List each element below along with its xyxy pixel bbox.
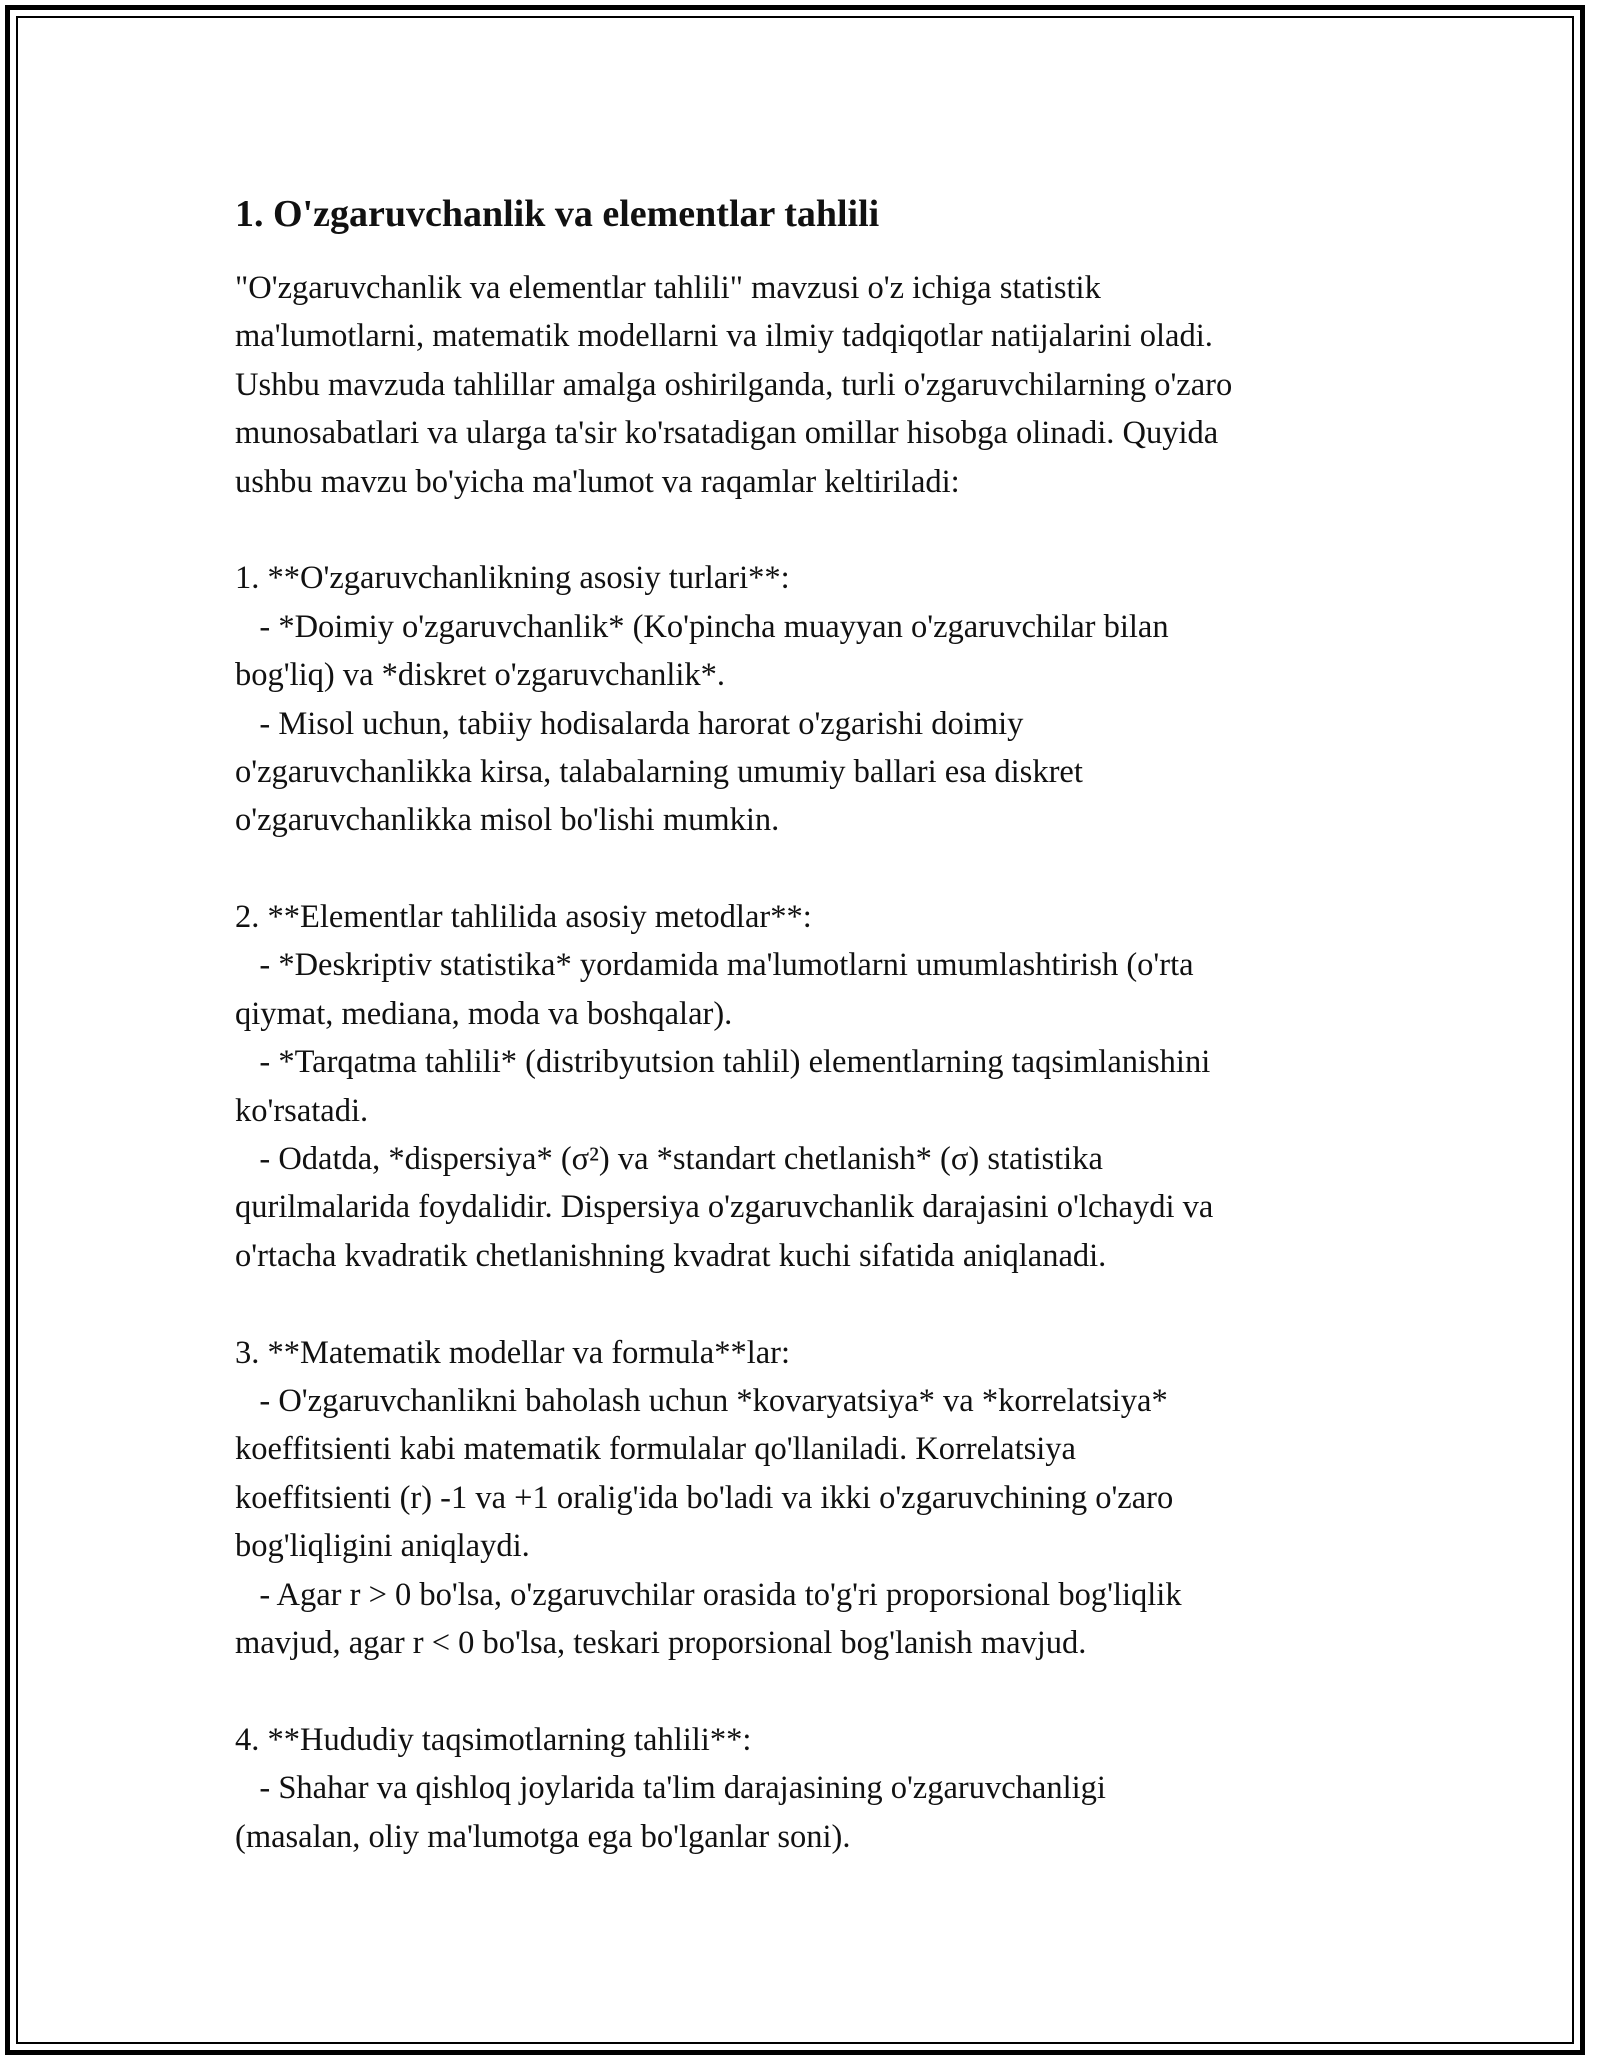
text-line: "O'zgaruvchanlik va elementlar tahlili" mavzusi o'z ichiga statistik — [235, 270, 1101, 306]
text-line: koeffitsienti kabi matematik formulalar qo'llaniladi. Korrelatsiya — [235, 1431, 1076, 1468]
text-line: 4. **Hududiy taqsimotlarning tahlili**: — [235, 1721, 752, 1758]
text-line: munosabatlari va ularga ta'sir ko'rsatadigan omillar hisobga olinadi. Quyida — [235, 415, 1219, 452]
blank-line — [235, 506, 1385, 554]
blank-line — [235, 845, 1385, 893]
text-line: 3. **Matematik modellar va formula**lar: — [235, 1334, 791, 1371]
document-title: 1. O'zgaruvchanlik va elementlar tahlili — [235, 193, 880, 235]
text-line: - *Doimiy o'zgaruvchanlik* (Ko'pincha muayyan o'zgaruvchilar bilan — [235, 608, 1169, 645]
document-body — [235, 190, 1385, 1861]
document-text — [235, 264, 1385, 1861]
text-line: 1. **O'zgaruvchanlikning asosiy turlari**: — [235, 560, 790, 597]
blank-line — [235, 1667, 1385, 1715]
text-line: - Shahar va qishloq joylarida ta'lim darajasining o'zgaruvchanligi — [235, 1770, 1106, 1807]
text-line: - *Tarqatma tahlili* (distribyutsion tahlil) elementlarning taqsimlanishini — [235, 1044, 1211, 1081]
text-line: - Odatda, *dispersiya* (σ²) va *standart chetlanish* (σ) statistika — [235, 1141, 1103, 1178]
text-line: - O'zgaruvchanlikni baholash uchun *kovaryatsiya* va *korrelatsiya* — [235, 1382, 1168, 1419]
text-line: ko'rsatadi. — [235, 1092, 369, 1129]
blank-line — [235, 1280, 1385, 1328]
text-line: o'zgaruvchanlikka misol bo'lishi mumkin. — [235, 802, 780, 839]
text-line: - Agar r > 0 bo'lsa, o'zgaruvchilar orasida to'g'ri proporsional bog'liqlik — [235, 1576, 1182, 1613]
text-line: - Misol uchun, tabiiy hodisalarda harorat o'zgarishi doimiy — [235, 705, 1024, 742]
text-line: bog'liqligini aniqlaydi. — [235, 1528, 530, 1565]
text-line: o'rtacha kvadratik chetlanishning kvadrat kuchi sifatida aniqlanadi. — [235, 1237, 1107, 1274]
text-line: 2. **Elementlar tahlilida asosiy metodlar**: — [235, 899, 812, 936]
text-line: - *Deskriptiv statistika* yordamida ma'lumotlarni umumlashtirish (o'rta — [235, 947, 1194, 984]
text-line: ushbu mavzu bo'yicha ma'lumot va raqamlar keltiriladi: — [235, 463, 960, 500]
text-line: qurilmalarida foydalidir. Dispersiya o'zgaruvchanlik darajasini o'lchaydi va — [235, 1189, 1214, 1226]
text-line: qiymat, mediana, moda va boshqalar). — [235, 995, 733, 1032]
text-line: (masalan, oliy ma'lumotga ega bo'lganlar soni). — [235, 1818, 851, 1855]
text-line: ma'lumotlarni, matematik modellarni va ilmiy tadqiqotlar natijalarini oladi. — [235, 318, 1213, 355]
text-line: o'zgaruvchanlikka kirsa, talabalarning umumiy ballari esa diskret — [235, 753, 1083, 790]
text-line: mavjud, agar r < 0 bo'lsa, teskari proporsional bog'lanish mavjud. — [235, 1624, 1087, 1661]
text-line: Ushbu mavzuda tahlillar amalga oshirilganda, turli o'zgaruvchilarning o'zaro — [235, 366, 1233, 403]
text-line: koeffitsienti (r) -1 va +1 oralig'ida bo'ladi va ikki o'zgaruvchining o'zaro — [235, 1479, 1174, 1516]
text-line: bog'liq) va *diskret o'zgaruvchanlik*. — [235, 657, 726, 694]
